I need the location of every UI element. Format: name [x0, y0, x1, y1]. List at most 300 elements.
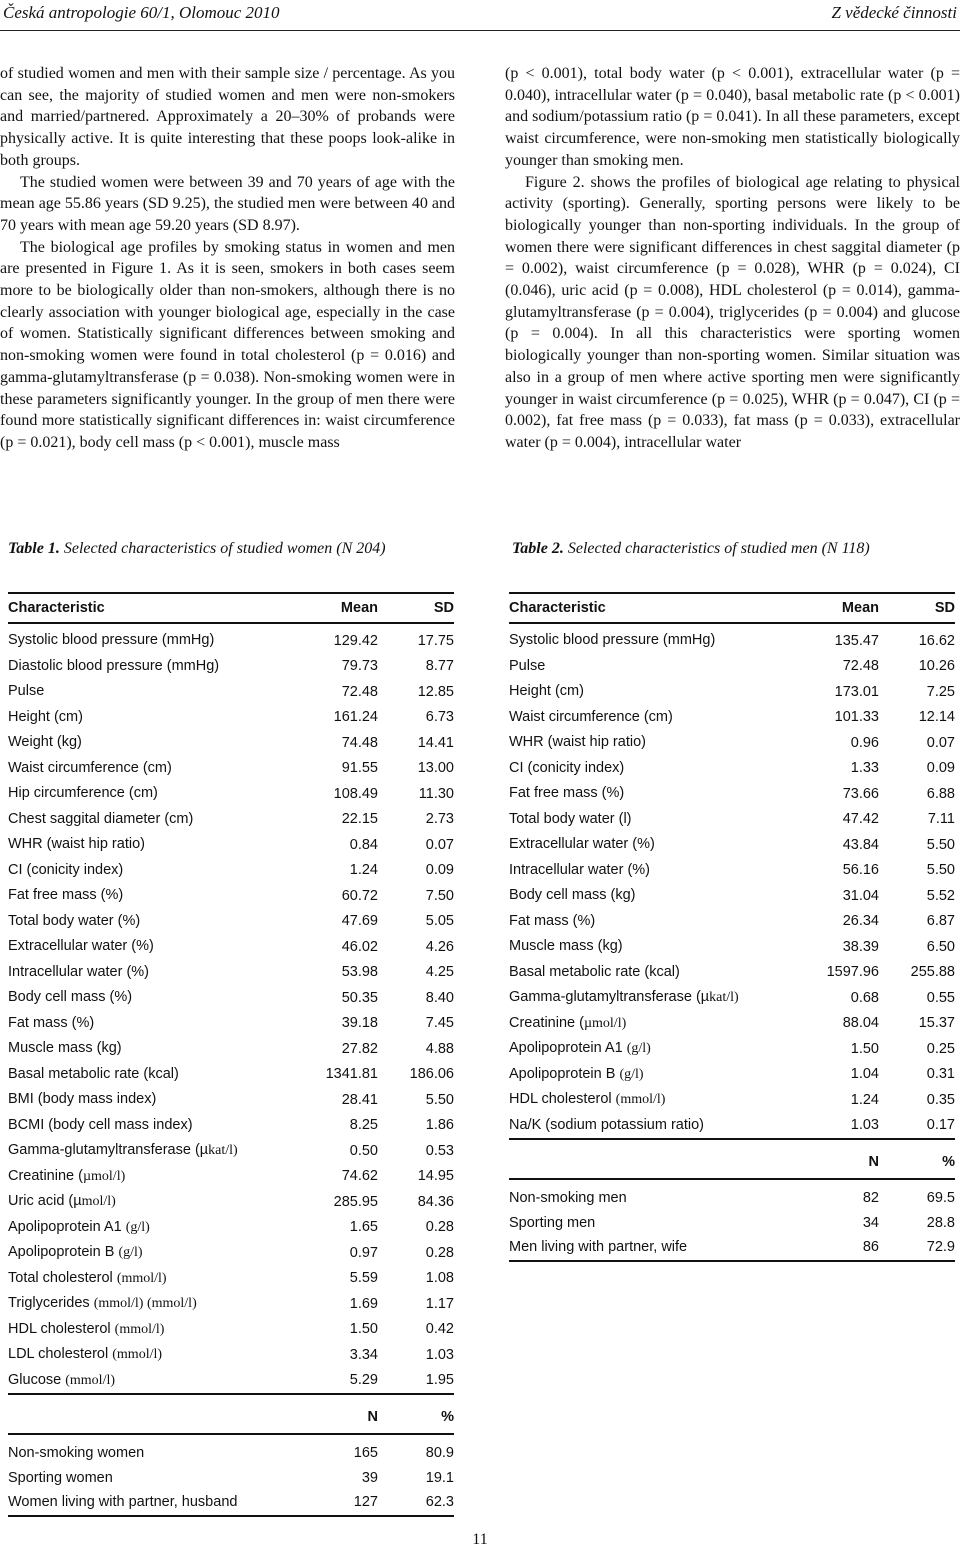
mean-value: 72.48	[341, 683, 378, 700]
column-header: %	[879, 1139, 955, 1179]
mean-value: 173.01	[834, 683, 879, 700]
mean-value: 22.15	[341, 811, 378, 827]
paragraph: Figure 2. shows the profiles of biological age relating to physical activity (sporting). Generally, sporting persons were likely to be biologically younger than non-sporting individuals. In the group of women there were significant differences in chest saggital diameter (p = 0.002), waist circumference (p = 0.028), WHR (p = 0.024), CI (0.046), uric acid (p = 0.008), HDL cholesterol (p = 0.014), gamma-glutamyltransferase (p = 0.004), triglycerides (p = 0.004) and glucose (p = 0.004). In all this characteristics were sporting women biologically younger than non-sporting women. Similar situation was also in a group of men where active sporting men were significantly younger in waist circumference (p = 0.025), WHR (p = 0.047), CI (p = 0.002), fat free mass (p = 0.033), fat mass (p = 0.033), extracellular water (p = 0.004), intracellular water	[505, 173, 960, 451]
characteristic-unit: (mmol/l)	[114, 1321, 165, 1337]
row-label: Men living with partner, wife	[509, 1235, 809, 1261]
sd-value: 7.25	[926, 683, 955, 700]
sd-value: 0.09	[425, 862, 454, 878]
mean-value: 1597.96	[826, 964, 879, 980]
row-label	[8, 1113, 308, 1139]
mean-value: 129.42	[333, 632, 378, 649]
row-label	[8, 807, 308, 833]
mean-value: 1.50	[349, 1321, 378, 1337]
sd-value: 5.50	[926, 862, 955, 878]
row-label	[509, 985, 809, 1011]
characteristic-name: Intracellular water (%)	[509, 861, 651, 878]
mean-value: 74.62	[341, 1168, 378, 1184]
column-header: Mean	[308, 593, 378, 623]
row-label: Non-smoking men	[509, 1190, 627, 1206]
column-header: SD	[879, 593, 955, 623]
characteristic-name: Body cell mass (%)	[8, 989, 133, 1005]
characteristic-name: Extracellular water (%)	[8, 938, 154, 954]
row-label	[8, 1189, 308, 1215]
row-label	[8, 832, 308, 858]
n-value: 127	[308, 1490, 378, 1516]
characteristic-name: BCMI (body cell mass index)	[8, 1116, 193, 1133]
characteristic-name: Fat mass (%)	[509, 912, 596, 929]
table-header-row	[8, 593, 454, 623]
table-row	[509, 1062, 955, 1088]
table-row	[8, 1113, 454, 1139]
mean-value: 79.73	[341, 658, 378, 674]
sd-value: 0.09	[926, 760, 955, 776]
sd-value: 1.95	[378, 1368, 454, 1395]
row-label	[8, 1138, 308, 1164]
characteristic-name: Uric acid (µ	[8, 1193, 82, 1209]
mean-value: 39.18	[341, 1015, 378, 1031]
paragraph: (p < 0.001), total body water (p < 0.001), extracellular water (p = 0.040), intracellular water (p = 0.040), basal metabolic rate (p < 0.001) and sodium/potassium ratio (p = 0.041). In all these parameters, except waist circumference, were non-smoking men statistically biologically younger than smoking men.	[505, 65, 960, 169]
sd-value: 0.31	[926, 1066, 955, 1082]
row-label	[509, 1113, 809, 1140]
sd-value: 4.25	[425, 964, 454, 980]
row-label	[8, 960, 308, 986]
mean-value: 60.72	[341, 887, 378, 904]
table1-caption-text: Selected characteristics of studied women (N 204)	[59, 540, 386, 557]
row-label	[509, 654, 809, 680]
row-label	[8, 705, 308, 731]
characteristic-name: Apolipoprotein B	[509, 1065, 620, 1082]
percent-value: 19.1	[425, 1469, 454, 1486]
characteristic-name: Apolipoprotein A1	[509, 1040, 627, 1056]
mean-value: 56.16	[842, 862, 879, 878]
characteristic-name: Chest saggital diameter (cm)	[8, 810, 194, 827]
sd-value: 6.87	[926, 913, 955, 929]
count-row	[8, 1441, 454, 1466]
column-header: N	[308, 1394, 378, 1434]
characteristic-name: Fat free mass (%)	[509, 785, 625, 801]
characteristic-name: Basal metabolic rate (kcal)	[8, 1065, 179, 1082]
characteristic-name: Total body water (%)	[8, 912, 141, 929]
sd-value: 14.41	[417, 734, 454, 751]
characteristic-name: Gamma-glutamyltransferase (µ	[509, 989, 710, 1005]
sd-value: 84.36	[417, 1193, 454, 1210]
table-row	[8, 1189, 454, 1215]
mean-value: 0.84	[349, 836, 378, 853]
sd-value: 0.28	[425, 1244, 454, 1261]
row-label	[8, 1087, 308, 1113]
table-row	[8, 654, 454, 680]
mean-value: 38.39	[842, 938, 879, 955]
row-label	[509, 679, 809, 705]
characteristic-name: Height (cm)	[509, 683, 584, 699]
sd-value: 2.73	[425, 811, 454, 827]
column-header	[509, 1139, 809, 1179]
row-label	[8, 1342, 308, 1368]
column-header: %	[378, 1394, 454, 1434]
table-row	[8, 1215, 454, 1241]
characteristic-name: HDL cholesterol	[509, 1091, 616, 1107]
column-header: Characteristic	[509, 593, 809, 623]
table-row	[8, 858, 454, 884]
mean-value: 28.41	[341, 1091, 378, 1108]
row-label	[8, 1368, 308, 1395]
paragraph: of studied women and men with their sample size / percentage. As you can see, the majority of studied women and men were non-smokers and married/partnered. Approximately a 20–30% of probands were physically active. It is quite interesting that these poops look-alike in both groups.	[0, 65, 455, 169]
mean-value: 0.68	[850, 989, 879, 1006]
row-label	[8, 909, 308, 935]
characteristic-unit: kat/l)	[208, 1143, 238, 1158]
table-row	[8, 832, 454, 858]
characteristic-name: WHR (waist hip ratio)	[8, 836, 145, 852]
sd-value: 8.77	[425, 658, 454, 674]
table-row	[509, 1087, 955, 1113]
mean-value: 31.04	[842, 887, 879, 904]
sd-value: 0.53	[425, 1142, 454, 1159]
sd-value: 6.50	[926, 938, 955, 955]
table-row	[509, 807, 955, 833]
characteristic-name: CI (conicity index)	[8, 861, 124, 878]
n-value: 39	[361, 1469, 378, 1486]
table1-caption-label: Table 1.	[8, 540, 60, 557]
row-label	[8, 1215, 308, 1241]
sd-value: 186.06	[409, 1066, 454, 1082]
characteristic-name: Weight (kg)	[8, 734, 82, 750]
sd-value: 10.26	[918, 658, 955, 674]
table-row	[509, 623, 955, 654]
body-column-left	[0, 63, 455, 454]
table-row	[509, 654, 955, 680]
body-column-right	[505, 63, 960, 454]
table-row	[509, 781, 955, 807]
mean-value: 72.48	[842, 658, 879, 674]
row-label: Women living with partner, husband	[8, 1490, 308, 1516]
mean-value: 3.34	[349, 1346, 378, 1363]
count-row	[509, 1235, 955, 1261]
sd-value: 1.08	[425, 1270, 454, 1286]
table-row	[8, 1317, 454, 1343]
journal-title: Česká antropologie 60/1, Olomouc 2010	[3, 3, 280, 22]
count-header-row	[8, 1394, 454, 1434]
row-label	[509, 1011, 809, 1037]
characteristic-name: Apolipoprotein B	[8, 1244, 119, 1260]
column-header: SD	[378, 593, 454, 623]
row-label	[509, 705, 809, 731]
spacer-cell	[8, 1434, 308, 1441]
table-row	[509, 909, 955, 935]
row-label	[509, 1087, 809, 1113]
row-label	[509, 756, 809, 782]
table-row	[509, 730, 955, 756]
sd-value: 6.88	[926, 785, 955, 802]
table-row	[8, 883, 454, 909]
column-header: N	[809, 1139, 879, 1179]
mean-value: 101.33	[834, 709, 879, 725]
table-row	[8, 1011, 454, 1037]
table-row	[8, 730, 454, 756]
mean-value: 1.50	[850, 1040, 879, 1057]
mean-value: 50.35	[341, 989, 378, 1006]
row-label	[8, 1291, 308, 1317]
mean-value: 47.69	[341, 913, 378, 929]
table-row	[8, 1062, 454, 1088]
sd-value: 0.25	[926, 1040, 955, 1057]
row-label	[509, 883, 809, 909]
characteristic-name: Waist circumference (cm)	[8, 759, 172, 776]
sd-value: 0.28	[425, 1219, 454, 1235]
mean-value: 1341.81	[325, 1066, 378, 1082]
sd-value: 5.52	[926, 887, 955, 904]
row-label	[509, 858, 809, 884]
table-row	[8, 756, 454, 782]
mean-value: 0.96	[850, 734, 879, 751]
sd-value: 0.55	[926, 989, 955, 1006]
row-label	[8, 1266, 308, 1292]
n-value: 34	[862, 1214, 879, 1231]
sd-value: 5.50	[425, 1091, 454, 1108]
sd-value: 1.86	[425, 1117, 454, 1133]
characteristic-unit: (mmol/l)	[116, 1270, 167, 1286]
characteristic-name: Apolipoprotein A1	[8, 1218, 126, 1235]
sd-value: 6.73	[425, 709, 454, 725]
mean-value: 88.04	[842, 1015, 879, 1031]
column-header: Mean	[809, 593, 879, 623]
mean-value: 1.03	[809, 1113, 879, 1140]
characteristic-name: Gamma-glutamyltransferase (µ	[8, 1142, 209, 1158]
n-value: 86	[809, 1235, 879, 1261]
row-label	[8, 781, 308, 807]
characteristic-name: Total cholesterol	[8, 1269, 117, 1286]
mean-value: 5.59	[349, 1270, 378, 1286]
table-row	[8, 679, 454, 705]
table2	[509, 592, 955, 1262]
row-label	[8, 934, 308, 960]
row-label: Sporting men	[509, 1214, 596, 1231]
table-row	[8, 1266, 454, 1292]
characteristic-unit: (g/l)	[619, 1066, 644, 1082]
sd-value: 12.14	[918, 709, 955, 725]
row-label	[8, 654, 308, 680]
mean-value: 8.25	[349, 1117, 378, 1133]
characteristic-name: Total body water (l)	[509, 810, 632, 827]
table2-caption-text: Selected characteristics of studied men (N 118)	[563, 540, 870, 557]
characteristic-unit: (mmol/l)	[112, 1347, 163, 1362]
spacer-row	[8, 1434, 454, 1441]
characteristic-name: Intracellular water (%)	[8, 963, 150, 980]
characteristic-name: Pulse	[8, 683, 45, 699]
percent-value: 28.8	[926, 1214, 955, 1231]
row-label	[8, 883, 308, 909]
sd-value: 12.85	[417, 683, 454, 700]
row-label	[509, 781, 809, 807]
sd-value: 15.37	[918, 1015, 955, 1031]
percent-value: 72.9	[879, 1235, 955, 1261]
row-label	[509, 623, 809, 654]
characteristic-name: CI (conicity index)	[509, 759, 625, 776]
mean-value: 1.24	[349, 862, 378, 878]
table-row	[8, 1291, 454, 1317]
row-label	[8, 1240, 308, 1266]
paragraph: The studied women were between 39 and 70 years of age with the mean age 55.86 years (SD 9.25), the studied men were between 40 and 70 years with mean age 59.20 years (SD 8.97).	[0, 173, 455, 234]
characteristic-unit: (g/l)	[125, 1219, 150, 1235]
row-label	[8, 858, 308, 884]
mean-value: 1.69	[349, 1295, 378, 1312]
characteristic-name: Extracellular water (%)	[509, 836, 655, 852]
table-row	[509, 1113, 955, 1140]
paragraph: The biological age profiles by smoking status in women and men are presented in Figure 1. As it is seen, smokers in both cases seem more to be biologically older than non-smokers, although there is no clearly association with younger biological age, especially in the case of women. Statistically significant differences between smoking and non-smoking women were found in total cholesterol (p = 0.016) and gamma-glutamyltransferase (p = 0.038). Non-smoking women were in these parameters significantly younger. In the group of men there were found more statistically significant differences in: waist circumference (p = 0.021), body cell mass (p < 0.001), muscle mass	[0, 238, 455, 451]
table-row	[509, 1011, 955, 1037]
mean-value: 74.48	[341, 734, 378, 751]
sd-value: 4.26	[425, 938, 454, 955]
characteristic-name: Muscle mass (kg)	[509, 938, 623, 954]
n-value: 165	[353, 1445, 378, 1461]
table-row	[8, 985, 454, 1011]
row-label	[8, 730, 308, 756]
table-row	[8, 1036, 454, 1062]
sd-value: 0.17	[879, 1113, 955, 1140]
characteristic-name: Waist circumference (cm)	[509, 708, 673, 725]
mean-value: 1.24	[850, 1091, 879, 1108]
table-row	[509, 705, 955, 731]
mean-value: 73.66	[842, 785, 879, 802]
sd-value: 7.45	[425, 1015, 454, 1031]
characteristic-unit: (g/l)	[118, 1245, 143, 1260]
row-label	[8, 1036, 308, 1062]
table-row	[8, 705, 454, 731]
sd-value: 1.03	[425, 1346, 454, 1363]
row-label	[509, 1036, 809, 1062]
characteristic-name: BMI (body mass index)	[8, 1091, 157, 1107]
table-row	[509, 679, 955, 705]
characteristic-name: Basal metabolic rate (kcal)	[509, 963, 680, 980]
sd-value: 7.11	[927, 811, 955, 827]
characteristic-unit: (g/l)	[626, 1041, 651, 1056]
table1-caption	[8, 540, 386, 558]
characteristic-name: Creatinine (	[8, 1167, 83, 1184]
table-row	[8, 807, 454, 833]
table-row	[8, 1368, 454, 1395]
row-label	[8, 679, 308, 705]
row-label	[509, 1062, 809, 1088]
characteristic-name: Glucose	[8, 1371, 66, 1388]
characteristic-name: WHR (waist hip ratio)	[509, 734, 646, 750]
table-row	[509, 985, 955, 1011]
characteristic-unit: (mmol/l)	[615, 1092, 666, 1107]
characteristic-name: Systolic blood pressure (mmHg)	[509, 632, 716, 648]
count-row	[509, 1186, 955, 1211]
characteristic-unit: (mmol/l) (mmol/l)	[93, 1296, 197, 1311]
characteristic-unit: (mmol/l)	[65, 1372, 116, 1388]
characteristic-name: Height (cm)	[8, 708, 83, 725]
row-label	[8, 1062, 308, 1088]
sd-value: 255.88	[910, 964, 955, 980]
mean-value: 1.04	[850, 1066, 879, 1082]
mean-value: 5.29	[308, 1368, 378, 1395]
row-label: Non-smoking women	[8, 1445, 145, 1461]
sd-value: 5.50	[926, 836, 955, 853]
table-header-row	[509, 593, 955, 623]
row-label	[509, 832, 809, 858]
count-row	[509, 1211, 955, 1236]
mean-value: 46.02	[341, 938, 378, 955]
running-header	[0, 0, 960, 31]
mean-value: 43.84	[842, 836, 879, 853]
table-row	[509, 756, 955, 782]
table2-caption	[512, 540, 870, 558]
row-label	[509, 960, 809, 986]
sd-value: 1.17	[425, 1295, 454, 1312]
sd-value: 0.07	[926, 734, 955, 751]
sd-value: 17.75	[417, 632, 454, 649]
row-label	[8, 1164, 308, 1190]
table-row	[8, 1138, 454, 1164]
count-row	[8, 1490, 454, 1516]
percent-value: 69.5	[926, 1190, 955, 1206]
column-header	[8, 1394, 308, 1434]
percent-value: 80.9	[425, 1445, 454, 1461]
table-row	[8, 781, 454, 807]
sd-value: 0.42	[425, 1321, 454, 1337]
sd-value: 5.05	[425, 913, 454, 929]
mean-value: 0.50	[349, 1142, 378, 1159]
characteristic-unit: mol/l)	[81, 1194, 116, 1209]
table-row	[8, 909, 454, 935]
spacer-row	[509, 1179, 955, 1186]
table-row	[509, 1036, 955, 1062]
characteristic-name: Hip circumference (cm)	[8, 785, 158, 801]
characteristic-name: Na/K (sodium potassium ratio)	[509, 1116, 705, 1133]
characteristic-name: Pulse	[509, 657, 546, 674]
mean-value: 47.42	[842, 811, 879, 827]
characteristic-name: Muscle mass (kg)	[8, 1040, 122, 1056]
mean-value: 135.47	[834, 632, 879, 649]
row-label	[509, 909, 809, 935]
sd-value: 11.30	[418, 785, 454, 802]
table-row	[509, 883, 955, 909]
sd-value: 0.07	[425, 836, 454, 853]
table-row	[8, 960, 454, 986]
table-row	[8, 1164, 454, 1190]
characteristic-name: Systolic blood pressure (mmHg)	[8, 632, 215, 648]
characteristic-name: Creatinine (	[509, 1014, 584, 1031]
characteristic-unit: kat/l)	[709, 990, 739, 1005]
mean-value: 108.49	[333, 785, 378, 802]
table2-caption-label: Table 2.	[512, 540, 564, 557]
characteristic-name: Body cell mass (kg)	[509, 887, 636, 903]
table-row	[8, 934, 454, 960]
column-header: Characteristic	[8, 593, 308, 623]
mean-value: 53.98	[341, 964, 378, 980]
characteristic-unit: µmol/l)	[82, 1168, 126, 1184]
mean-value: 26.34	[842, 913, 879, 929]
characteristic-name: Triglycerides	[8, 1295, 94, 1311]
characteristic-unit: µmol/l)	[583, 1015, 627, 1031]
mean-value: 161.24	[333, 709, 378, 725]
table-row	[509, 858, 955, 884]
spacer-cell	[509, 1179, 809, 1186]
row-label	[509, 934, 809, 960]
sd-value: 7.50	[425, 887, 454, 904]
row-label	[8, 1011, 308, 1037]
characteristic-name: Diastolic blood pressure (mmHg)	[8, 657, 220, 674]
mean-value: 27.82	[341, 1040, 378, 1057]
count-row	[8, 1466, 454, 1491]
count-header-row	[509, 1139, 955, 1179]
sd-value: 0.35	[926, 1091, 955, 1108]
mean-value: 1.33	[850, 760, 879, 776]
sd-value: 16.62	[918, 632, 955, 649]
table-row	[509, 960, 955, 986]
sd-value: 8.40	[425, 989, 454, 1006]
mean-value: 0.97	[349, 1244, 378, 1261]
